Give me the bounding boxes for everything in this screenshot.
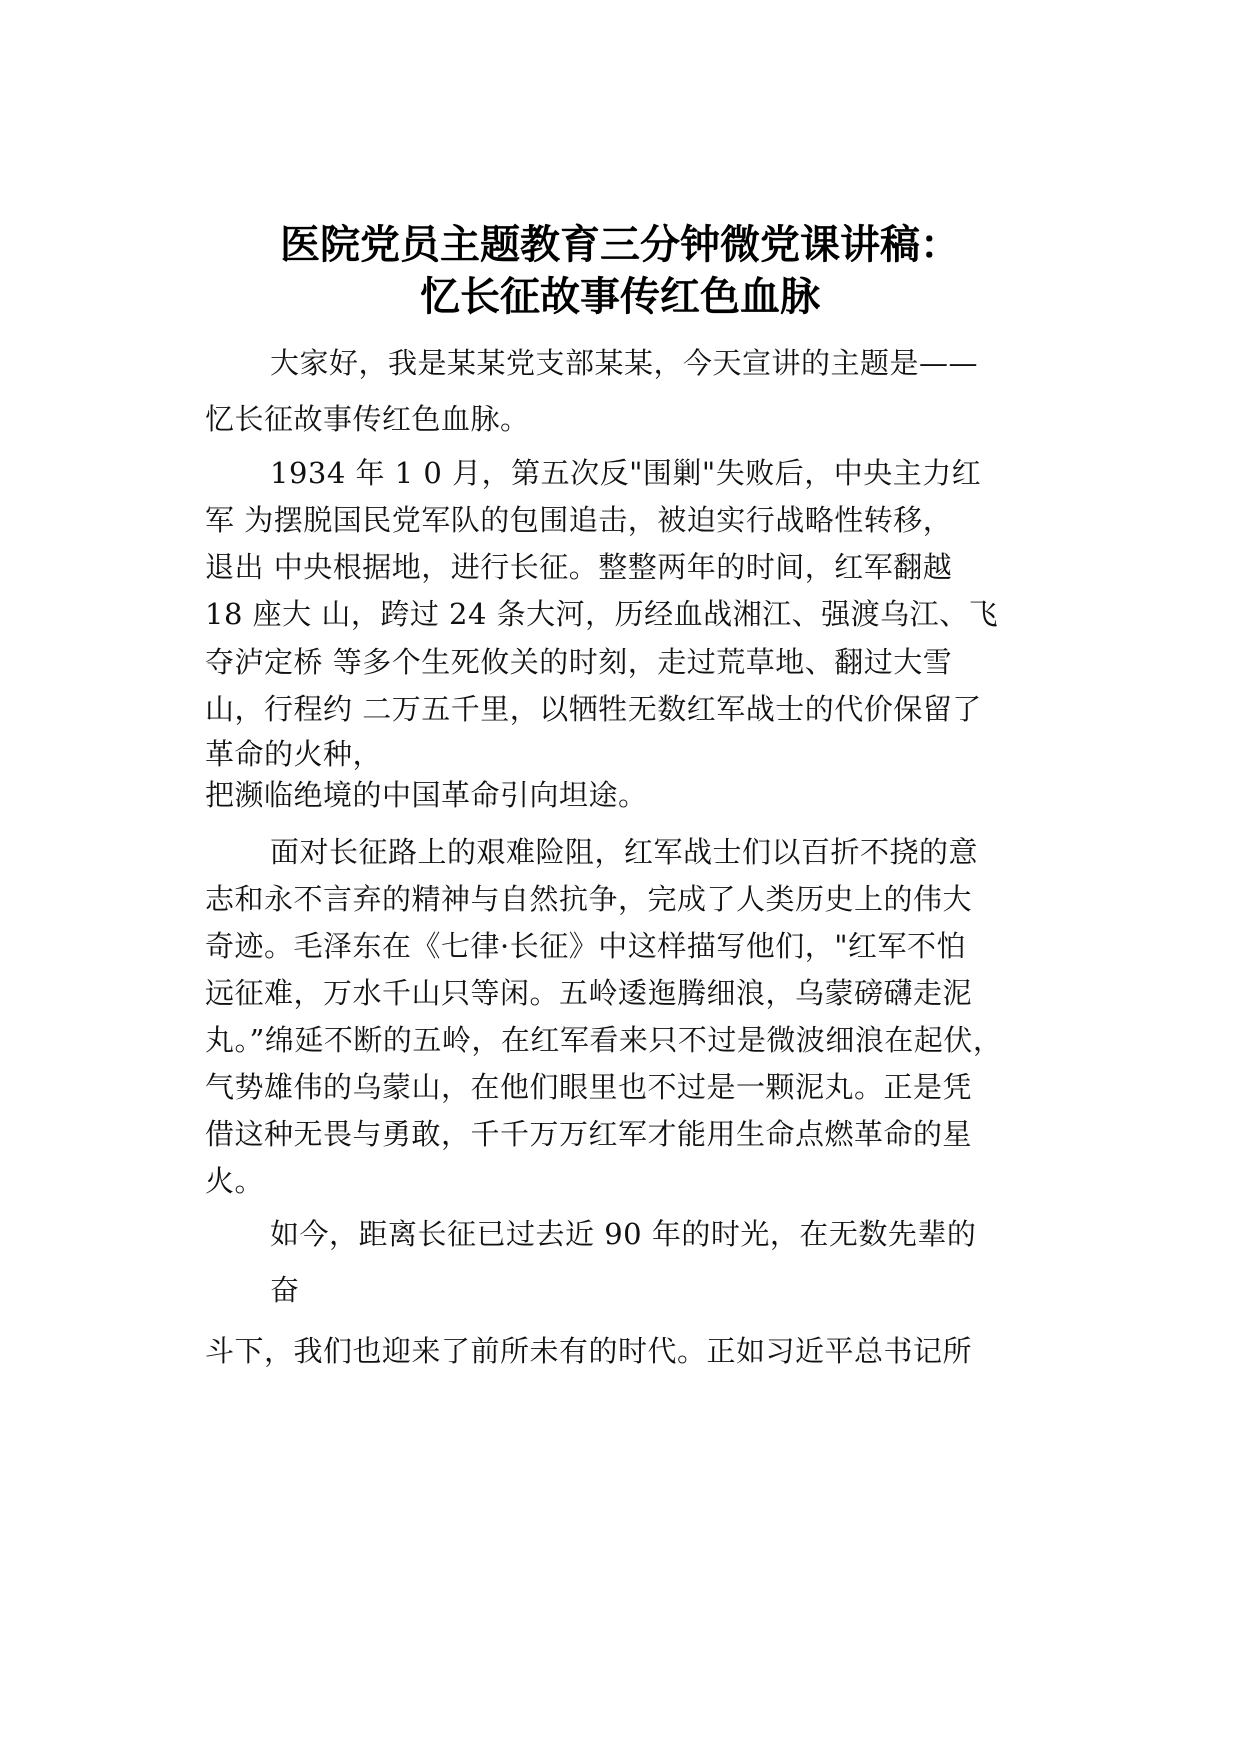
body-text-line: 1934 年 1 0 月，第五次反"围剿"失败后，中央主力红: [270, 456, 982, 490]
body-text-line: 忆长征故事传红色血脉。: [205, 402, 530, 436]
body-text-line: 奋: [270, 1273, 300, 1307]
body-text-line: 奇迹。毛泽东在《七律·长征》中这样描写他们，"红军不怕: [205, 929, 967, 963]
document-title-line-2: 忆长征故事传红色血脉: [420, 274, 820, 320]
body-text-line: 借这种无畏与勇敢，千千万万红军才能用生命点燃革命的星: [205, 1117, 973, 1151]
body-text-line: 丸。”绵延不断的五岭，在红军看来只不过是微波细浪在起伏，: [205, 1023, 1003, 1057]
body-text-line: 远征难，万水千山只等闲。五岭逶迤腾细浪，乌蒙磅礴走泥: [205, 976, 973, 1010]
body-text-line: 山，行程约 二万五千里，以牺牲无数红军战士的代价保留了: [205, 692, 982, 726]
body-text-line: 火。: [205, 1164, 265, 1198]
body-text-line: 如今，距离长征已过去近 90 年的时光，在无数先辈的: [270, 1217, 977, 1251]
body-text-line: 大家好，我是某某党支部某某，今天宣讲的主题是——: [270, 346, 979, 380]
body-text-line: 把濒临绝境的中国革命引向坦途。: [205, 778, 648, 812]
body-text-line: 革命的火种，: [205, 737, 383, 771]
document-title-line-1: 医院党员主题教育三分钟微党课讲稿：: [280, 222, 960, 268]
body-text-line: 面对长征路上的艰难险阻，红军战士们以百折不挠的意: [270, 835, 979, 869]
body-text-line: 18 座大 山，跨过 24 条大河，历经血战湘江、强渡乌江、飞: [205, 597, 999, 631]
body-text-line: 军 为摆脱国民党军队的包围追击，被迫实行战略性转移，: [205, 503, 953, 537]
body-text-line: 夺泸定桥 等多个生死攸关的时刻，走过荒草地、翻过大雪: [205, 645, 953, 679]
body-text-line: 斗下，我们也迎来了前所未有的时代。正如习近平总书记所: [205, 1334, 973, 1368]
body-text-line: 退出 中央根据地，进行长征。整整两年的时间，红军翻越: [205, 550, 953, 584]
body-text-line: 志和永不言弃的精神与自然抗争，完成了人类历史上的伟大: [205, 882, 973, 916]
body-text-line: 气势雄伟的乌蒙山，在他们眼里也不过是一颗泥丸。正是凭: [205, 1070, 973, 1104]
